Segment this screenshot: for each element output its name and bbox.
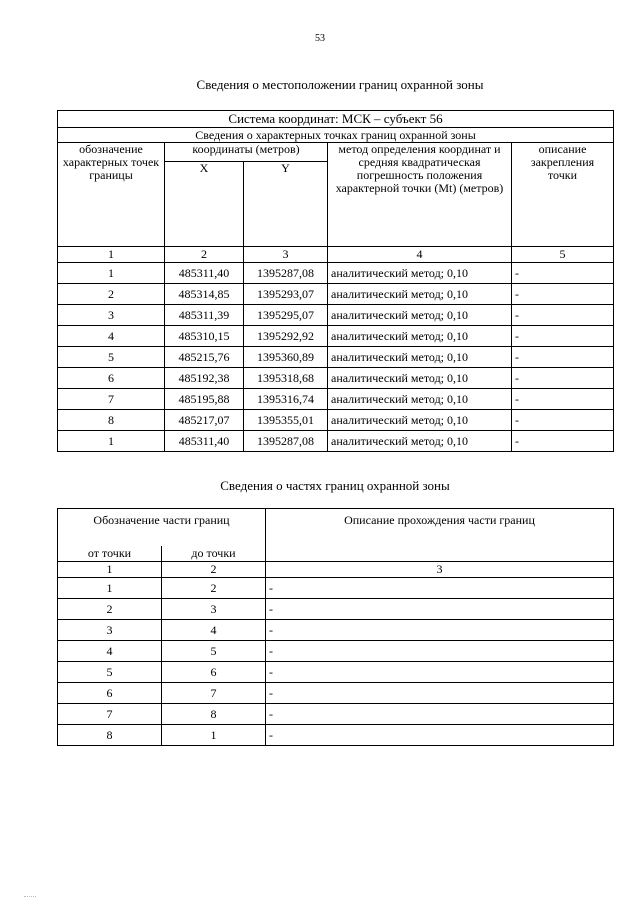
boundary-points-table bbox=[57, 110, 614, 452]
table-row bbox=[58, 284, 614, 305]
table-row bbox=[58, 725, 614, 746]
x-cell: 485310,15 bbox=[165, 326, 244, 347]
point-cell: 5 bbox=[58, 347, 165, 368]
header-designation: Обозначение части границ bbox=[58, 509, 266, 547]
point-cell: 8 bbox=[58, 410, 165, 431]
column-number: 3 bbox=[244, 247, 328, 263]
column-number: 2 bbox=[162, 562, 266, 578]
header-point: обозначение характерных точек границы bbox=[58, 143, 165, 247]
to-cell: 1 bbox=[162, 725, 266, 746]
x-cell: 485217,07 bbox=[165, 410, 244, 431]
table-row bbox=[58, 368, 614, 389]
table-row bbox=[58, 305, 614, 326]
description-cell: - bbox=[512, 347, 614, 368]
point-cell: 6 bbox=[58, 368, 165, 389]
header-row bbox=[58, 509, 614, 547]
description-cell: - bbox=[512, 284, 614, 305]
table-row bbox=[58, 431, 614, 452]
y-cell: 1395287,08 bbox=[244, 263, 328, 284]
y-cell: 1395293,07 bbox=[244, 284, 328, 305]
x-cell: 485195,88 bbox=[165, 389, 244, 410]
table-row bbox=[58, 641, 614, 662]
heading-main: Сведения о местоположении границ охранной зоны bbox=[196, 77, 484, 92]
table-row bbox=[58, 410, 614, 431]
point-cell: 1 bbox=[58, 263, 165, 284]
column-number: 3 bbox=[266, 562, 614, 578]
from-cell: 2 bbox=[58, 599, 162, 620]
to-cell: 3 bbox=[162, 599, 266, 620]
header-description: Описание прохождения части границ bbox=[266, 509, 614, 562]
x-cell: 485311,40 bbox=[165, 431, 244, 452]
description-cell: - bbox=[266, 578, 614, 599]
description-cell: - bbox=[266, 704, 614, 725]
coordinate-system-row bbox=[58, 111, 614, 128]
y-cell: 1395287,08 bbox=[244, 431, 328, 452]
description-cell: - bbox=[266, 599, 614, 620]
description-cell: - bbox=[512, 410, 614, 431]
header-y: Y bbox=[244, 162, 328, 247]
table-row bbox=[58, 662, 614, 683]
description-cell: - bbox=[266, 620, 614, 641]
y-cell: 1395295,07 bbox=[244, 305, 328, 326]
parts-body bbox=[58, 578, 614, 746]
table-row bbox=[58, 263, 614, 284]
y-cell: 1395292,92 bbox=[244, 326, 328, 347]
coordinate-system-label: Система координат: МСК – субъект 56 bbox=[58, 111, 614, 128]
header-description: описание закрепления точки bbox=[512, 143, 614, 247]
y-cell: 1395360,89 bbox=[244, 347, 328, 368]
header-row bbox=[58, 143, 614, 162]
method-cell: аналитический метод; 0,10 bbox=[328, 305, 512, 326]
heading-parts: Сведения о частях границ охранной зоны bbox=[220, 478, 450, 493]
method-cell: аналитический метод; 0,10 bbox=[328, 284, 512, 305]
points-body bbox=[58, 263, 614, 452]
header-method: метод определения координат и средняя квадратическая погрешность положения характерной точки (Mt) (метров) bbox=[328, 143, 512, 247]
point-cell: 4 bbox=[58, 326, 165, 347]
point-cell: 3 bbox=[58, 305, 165, 326]
point-cell: 7 bbox=[58, 389, 165, 410]
method-cell: аналитический метод; 0,10 bbox=[328, 389, 512, 410]
method-cell: аналитический метод; 0,10 bbox=[328, 410, 512, 431]
boundary-parts-table bbox=[57, 508, 614, 746]
table-row bbox=[58, 326, 614, 347]
header-coords: координаты (метров) bbox=[165, 143, 328, 162]
column-number: 4 bbox=[328, 247, 512, 263]
to-cell: 2 bbox=[162, 578, 266, 599]
to-cell: 4 bbox=[162, 620, 266, 641]
point-cell: 2 bbox=[58, 284, 165, 305]
page-number: 53 bbox=[315, 33, 325, 44]
x-cell: 485314,85 bbox=[165, 284, 244, 305]
column-number: 2 bbox=[165, 247, 244, 263]
from-cell: 3 bbox=[58, 620, 162, 641]
subtitle-row bbox=[58, 128, 614, 143]
table-subtitle: Сведения о характерных точках границ охранной зоны bbox=[58, 128, 614, 143]
x-cell: 485311,40 bbox=[165, 263, 244, 284]
table-row bbox=[58, 620, 614, 641]
method-cell: аналитический метод; 0,10 bbox=[328, 368, 512, 389]
header-to: до точки bbox=[162, 546, 266, 562]
description-cell: - bbox=[512, 263, 614, 284]
description-cell: - bbox=[512, 431, 614, 452]
method-cell: аналитический метод; 0,10 bbox=[328, 326, 512, 347]
from-cell: 1 bbox=[58, 578, 162, 599]
point-cell: 1 bbox=[58, 431, 165, 452]
column-numbers-row bbox=[58, 247, 614, 263]
description-cell: - bbox=[266, 662, 614, 683]
x-cell: 485311,39 bbox=[165, 305, 244, 326]
to-cell: 6 bbox=[162, 662, 266, 683]
method-cell: аналитический метод; 0,10 bbox=[328, 263, 512, 284]
from-cell: 7 bbox=[58, 704, 162, 725]
description-cell: - bbox=[266, 641, 614, 662]
description-cell: - bbox=[266, 683, 614, 704]
description-cell: - bbox=[512, 389, 614, 410]
table-row bbox=[58, 389, 614, 410]
method-cell: аналитический метод; 0,10 bbox=[328, 347, 512, 368]
to-cell: 5 bbox=[162, 641, 266, 662]
from-cell: 8 bbox=[58, 725, 162, 746]
description-cell: - bbox=[266, 725, 614, 746]
table-row bbox=[58, 683, 614, 704]
column-numbers-row bbox=[58, 562, 614, 578]
from-cell: 4 bbox=[58, 641, 162, 662]
y-cell: 1395316,74 bbox=[244, 389, 328, 410]
x-cell: 485192,38 bbox=[165, 368, 244, 389]
y-cell: 1395355,01 bbox=[244, 410, 328, 431]
column-number: 1 bbox=[58, 247, 165, 263]
table-row bbox=[58, 578, 614, 599]
from-cell: 5 bbox=[58, 662, 162, 683]
table-row bbox=[58, 347, 614, 368]
method-cell: аналитический метод; 0,10 bbox=[328, 431, 512, 452]
to-cell: 7 bbox=[162, 683, 266, 704]
column-number: 5 bbox=[512, 247, 614, 263]
header-x: X bbox=[165, 162, 244, 247]
description-cell: - bbox=[512, 305, 614, 326]
description-cell: - bbox=[512, 368, 614, 389]
to-cell: 8 bbox=[162, 704, 266, 725]
table-row bbox=[58, 704, 614, 725]
table-row bbox=[58, 599, 614, 620]
scan-mark bbox=[24, 896, 36, 899]
from-cell: 6 bbox=[58, 683, 162, 704]
description-cell: - bbox=[512, 326, 614, 347]
x-cell: 485215,76 bbox=[165, 347, 244, 368]
column-number: 1 bbox=[58, 562, 162, 578]
y-cell: 1395318,68 bbox=[244, 368, 328, 389]
header-from: от точки bbox=[58, 546, 162, 562]
